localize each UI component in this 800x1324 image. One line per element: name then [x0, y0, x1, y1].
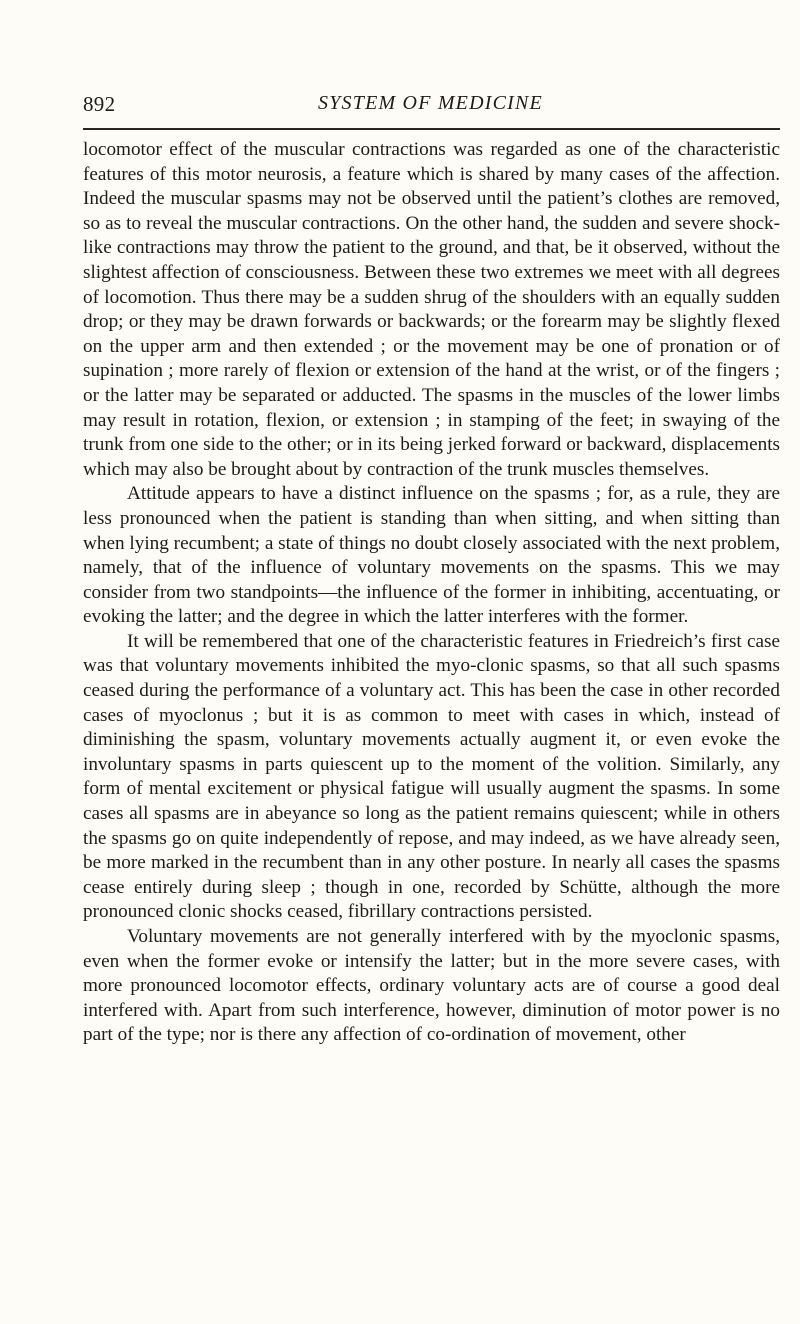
paragraph: It will be remembered that one of the characteristic features in Friedreich’s first case was that voluntary movements inhibited the myo-clonic spasms, so that all such spasms ceased during the performance of a voluntary act. This has been the case in other recorded cases of myoclonus ; but it is as common to meet with cases in which, instead of diminishing the spasm, voluntary movements actually augment it, or even evoke the involuntary spasms in parts quiescent up to the moment of the volition. Similarly, any form of mental excitement or physical fatigue will usually augment the spasms. In some cases all spasms are in abeyance so long as the patient remains quiescent; while in others the spasms go on quite independently of repose, and may indeed, as we have already seen, be more marked in the recumbent than in any other posture. In nearly all cases the spasms cease entirely during sleep ; though in one, recorded by Schütte, although the more pronounced clonic shocks ceased, fibrillary contractions persisted.	[83, 630, 780, 923]
paragraph-continued: locomotor effect of the muscular contractions was regarded as one of the characteristic features of this motor neurosis, a feature which is shared by many cases of the affection. Indeed the muscular spasms may not be observed until the patient’s clothes are removed, so as to reveal the muscular contractions. On the other hand, the sudden and severe shock-like contractions may throw the patient to the ground, and that, be it observed, without the slightest affection of consciousness. Between these two extremes we meet with all degrees of locomotion. Thus there may be a sudden shrug of the shoulders with an equally sudden drop; or they may be drawn forwards or backwards; or the forearm may be slightly flexed on the upper arm and then extended ; or the movement may be one of pronation or of supination ; more rarely of flexion or extension of the hand at the wrist, or of the fingers ; or the latter may be separated or adducted. The spasms in the muscles of the lower limbs may result in rotation, flexion, or extension ; in stamping of the feet; in swaying of the trunk from one side to the other; or in its being jerked forward or backward, displacements which may also be brought about by contraction of the trunk muscles themselves.	[83, 139, 780, 480]
paragraph: Voluntary movements are not generally interfered with by the myoclonic spasms, even when the former evoke or intensify the latter; but in the more severe cases, with more pronounced locomotor effects, ordinary voluntary acts are of course a good deal interfered with. Apart from such interference, however, diminution of motor power is no part of the type; nor is there any affection of co-ordination of movement, other	[83, 926, 780, 1046]
paragraph: Attitude appears to have a distinct influence on the spasms ; for, as a rule, they are less pronounced when the patient is standing than when sitting, and when sitting than when lying recumbent; a state of things no doubt closely associated with the next problem, namely, that of the influence of voluntary movements on the spasms. This we may consider from two standpoints—the influence of the former in inhibiting, accentuating, or evoking the latter; and the degree in which the latter interferes with the former.	[83, 483, 780, 628]
running-head	[83, 92, 778, 122]
header-rule	[83, 128, 780, 130]
body-text	[83, 138, 780, 1048]
running-title: SYSTEM OF MEDICINE	[318, 92, 543, 114]
page-number: 892	[83, 92, 116, 116]
